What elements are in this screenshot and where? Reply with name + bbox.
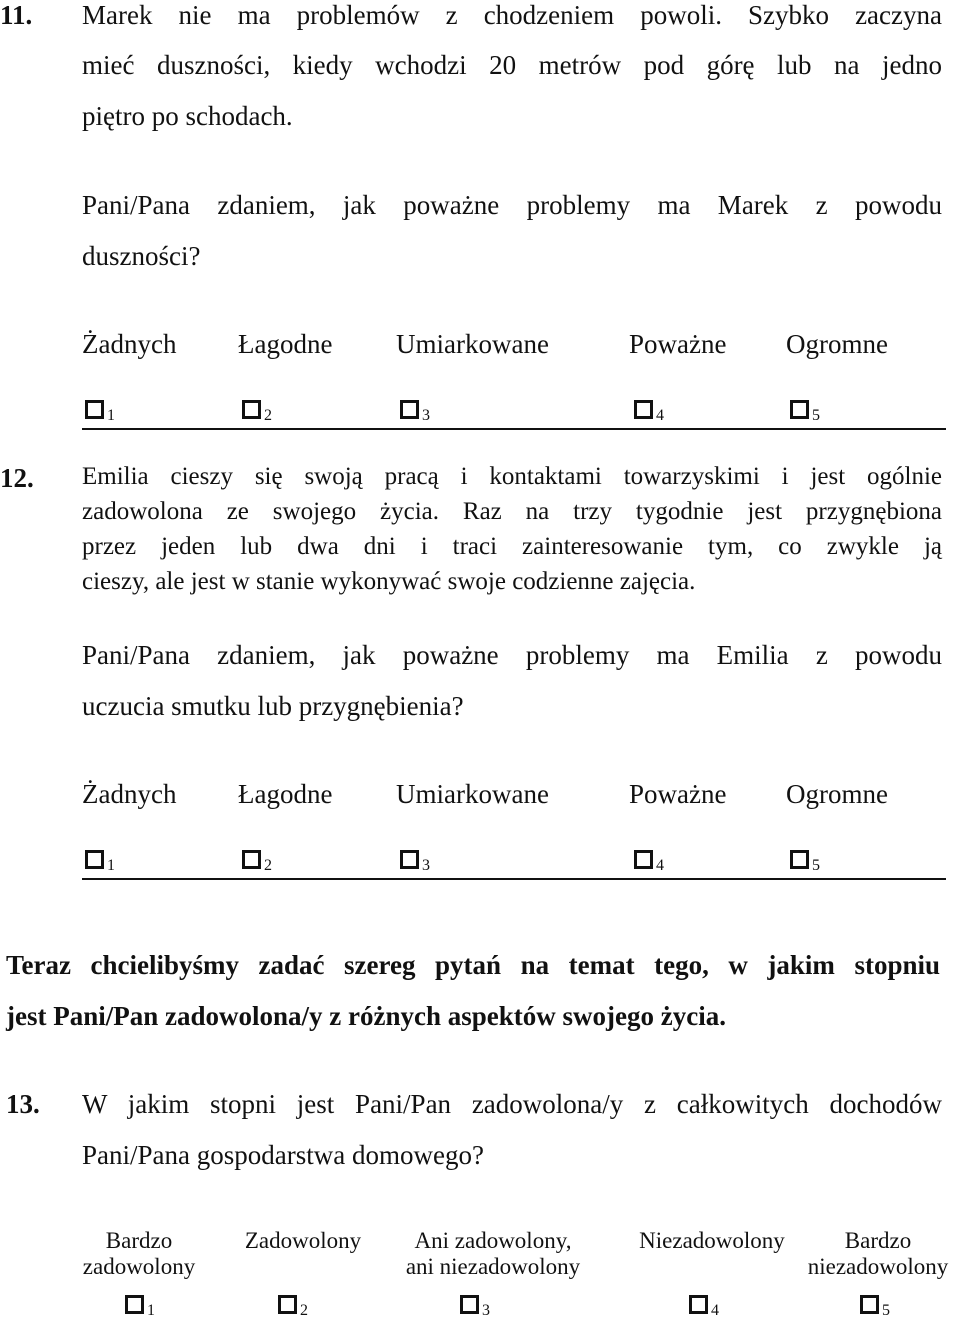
q12-divider (82, 878, 946, 880)
checkbox-icon[interactable] (460, 1295, 479, 1314)
severity-label-2: Łagodne (238, 779, 333, 809)
checkbox-icon[interactable] (400, 850, 419, 869)
satisfaction-label-3: Ani zadowolony, ani niezadowolony (405, 1228, 581, 1279)
checkbox-icon[interactable] (634, 850, 653, 869)
question-12-text-line-4: cieszy, ale jest w stanie wykonywać swoje codzienne zajęcia. (82, 568, 696, 595)
severity-label-1: Żadnych (82, 329, 177, 359)
question-11-text-line-2: mieć duszności, kiedy wchodzi 20 metrów pod górę lub na jedno (82, 50, 942, 80)
q11-option-3[interactable]: 3 (400, 401, 430, 425)
q12-option-4[interactable]: 4 (634, 851, 664, 875)
checkbox-icon[interactable] (634, 400, 653, 419)
q11-option-2[interactable]: 2 (242, 401, 272, 425)
q12-option-1[interactable]: 1 (85, 851, 115, 875)
question-13-number: 13. (6, 1089, 40, 1119)
q13-option-3[interactable]: 3 (460, 1296, 490, 1320)
checkbox-icon[interactable] (689, 1295, 708, 1314)
severity-label-3: Umiarkowane (396, 329, 549, 359)
severity-label-1: Żadnych (82, 779, 177, 809)
section-intro-line-1: Teraz chcielibyśmy zadać szereg pytań na temat tego, w jakim stopniu (6, 950, 940, 980)
question-13-prompt-line-1: W jakim stopni jest Pani/Pan zadowolona/y z całkowitych dochodów (82, 1089, 942, 1119)
checkbox-icon[interactable] (278, 1295, 297, 1314)
severity-label-4: Poważne (629, 329, 727, 359)
severity-label-4: Poważne (629, 779, 727, 809)
checkbox-icon[interactable] (242, 400, 261, 419)
severity-label-5: Ogromne (786, 329, 888, 359)
q13-option-2[interactable]: 2 (278, 1296, 308, 1320)
satisfaction-label-5: Bardzo niezadowolony (807, 1228, 949, 1279)
question-12-text-line-3: przez jeden lub dwa dni i traci zainteresowanie tym, co zwykle ją (82, 533, 942, 560)
question-12-text-line-2: zadowolona ze swojego życia. Raz na trzy tygodnie jest przygnębiona (82, 498, 942, 525)
severity-label-2: Łagodne (238, 329, 333, 359)
q11-option-4[interactable]: 4 (634, 401, 664, 425)
checkbox-icon[interactable] (400, 400, 419, 419)
q13-option-5[interactable]: 5 (860, 1296, 890, 1320)
checkbox-icon[interactable] (85, 400, 104, 419)
checkbox-icon[interactable] (85, 850, 104, 869)
q11-divider (82, 428, 946, 430)
q13-option-4[interactable]: 4 (689, 1296, 719, 1320)
question-11-number: 11. (0, 0, 33, 30)
section-intro-line-2: jest Pani/Pan zadowolona/y z różnych aspektów swojego życia. (6, 1001, 726, 1031)
checkbox-icon[interactable] (242, 850, 261, 869)
checkbox-icon[interactable] (860, 1295, 879, 1314)
question-12-prompt-line-2: uczucia smutku lub przygnębienia? (82, 691, 464, 721)
checkbox-icon[interactable] (790, 850, 809, 869)
question-11-prompt-line-1: Pani/Pana zdaniem, jak poważne problemy ma Marek z powodu (82, 190, 942, 220)
question-11-text-line-1: Marek nie ma problemów z chodzeniem powoli. Szybko zaczyna (82, 0, 942, 30)
satisfaction-label-4: Niezadowolony (639, 1228, 785, 1253)
q11-option-1[interactable]: 1 (85, 401, 115, 425)
satisfaction-label-1: Bardzo zadowolony (82, 1228, 196, 1279)
question-12-text-line-1: Emilia cieszy się swoją pracą i kontaktami towarzyskimi i jest ogólnie (82, 463, 942, 490)
q11-option-5[interactable]: 5 (790, 401, 820, 425)
severity-label-5: Ogromne (786, 779, 888, 809)
q12-option-3[interactable]: 3 (400, 851, 430, 875)
q12-option-5[interactable]: 5 (790, 851, 820, 875)
question-11-text-line-3: piętro po schodach. (82, 101, 293, 131)
question-12-number: 12. (0, 463, 34, 493)
question-12-prompt-line-1: Pani/Pana zdaniem, jak poważne problemy ma Emilia z powodu (82, 640, 942, 670)
question-13-prompt-line-2: Pani/Pana gospodarstwa domowego? (82, 1140, 484, 1170)
q13-option-1[interactable]: 1 (125, 1296, 155, 1320)
severity-label-3: Umiarkowane (396, 779, 549, 809)
q12-option-2[interactable]: 2 (242, 851, 272, 875)
checkbox-icon[interactable] (125, 1295, 144, 1314)
question-11-prompt-line-2: duszności? (82, 241, 201, 271)
satisfaction-label-2: Zadowolony (244, 1228, 362, 1253)
checkbox-icon[interactable] (790, 400, 809, 419)
